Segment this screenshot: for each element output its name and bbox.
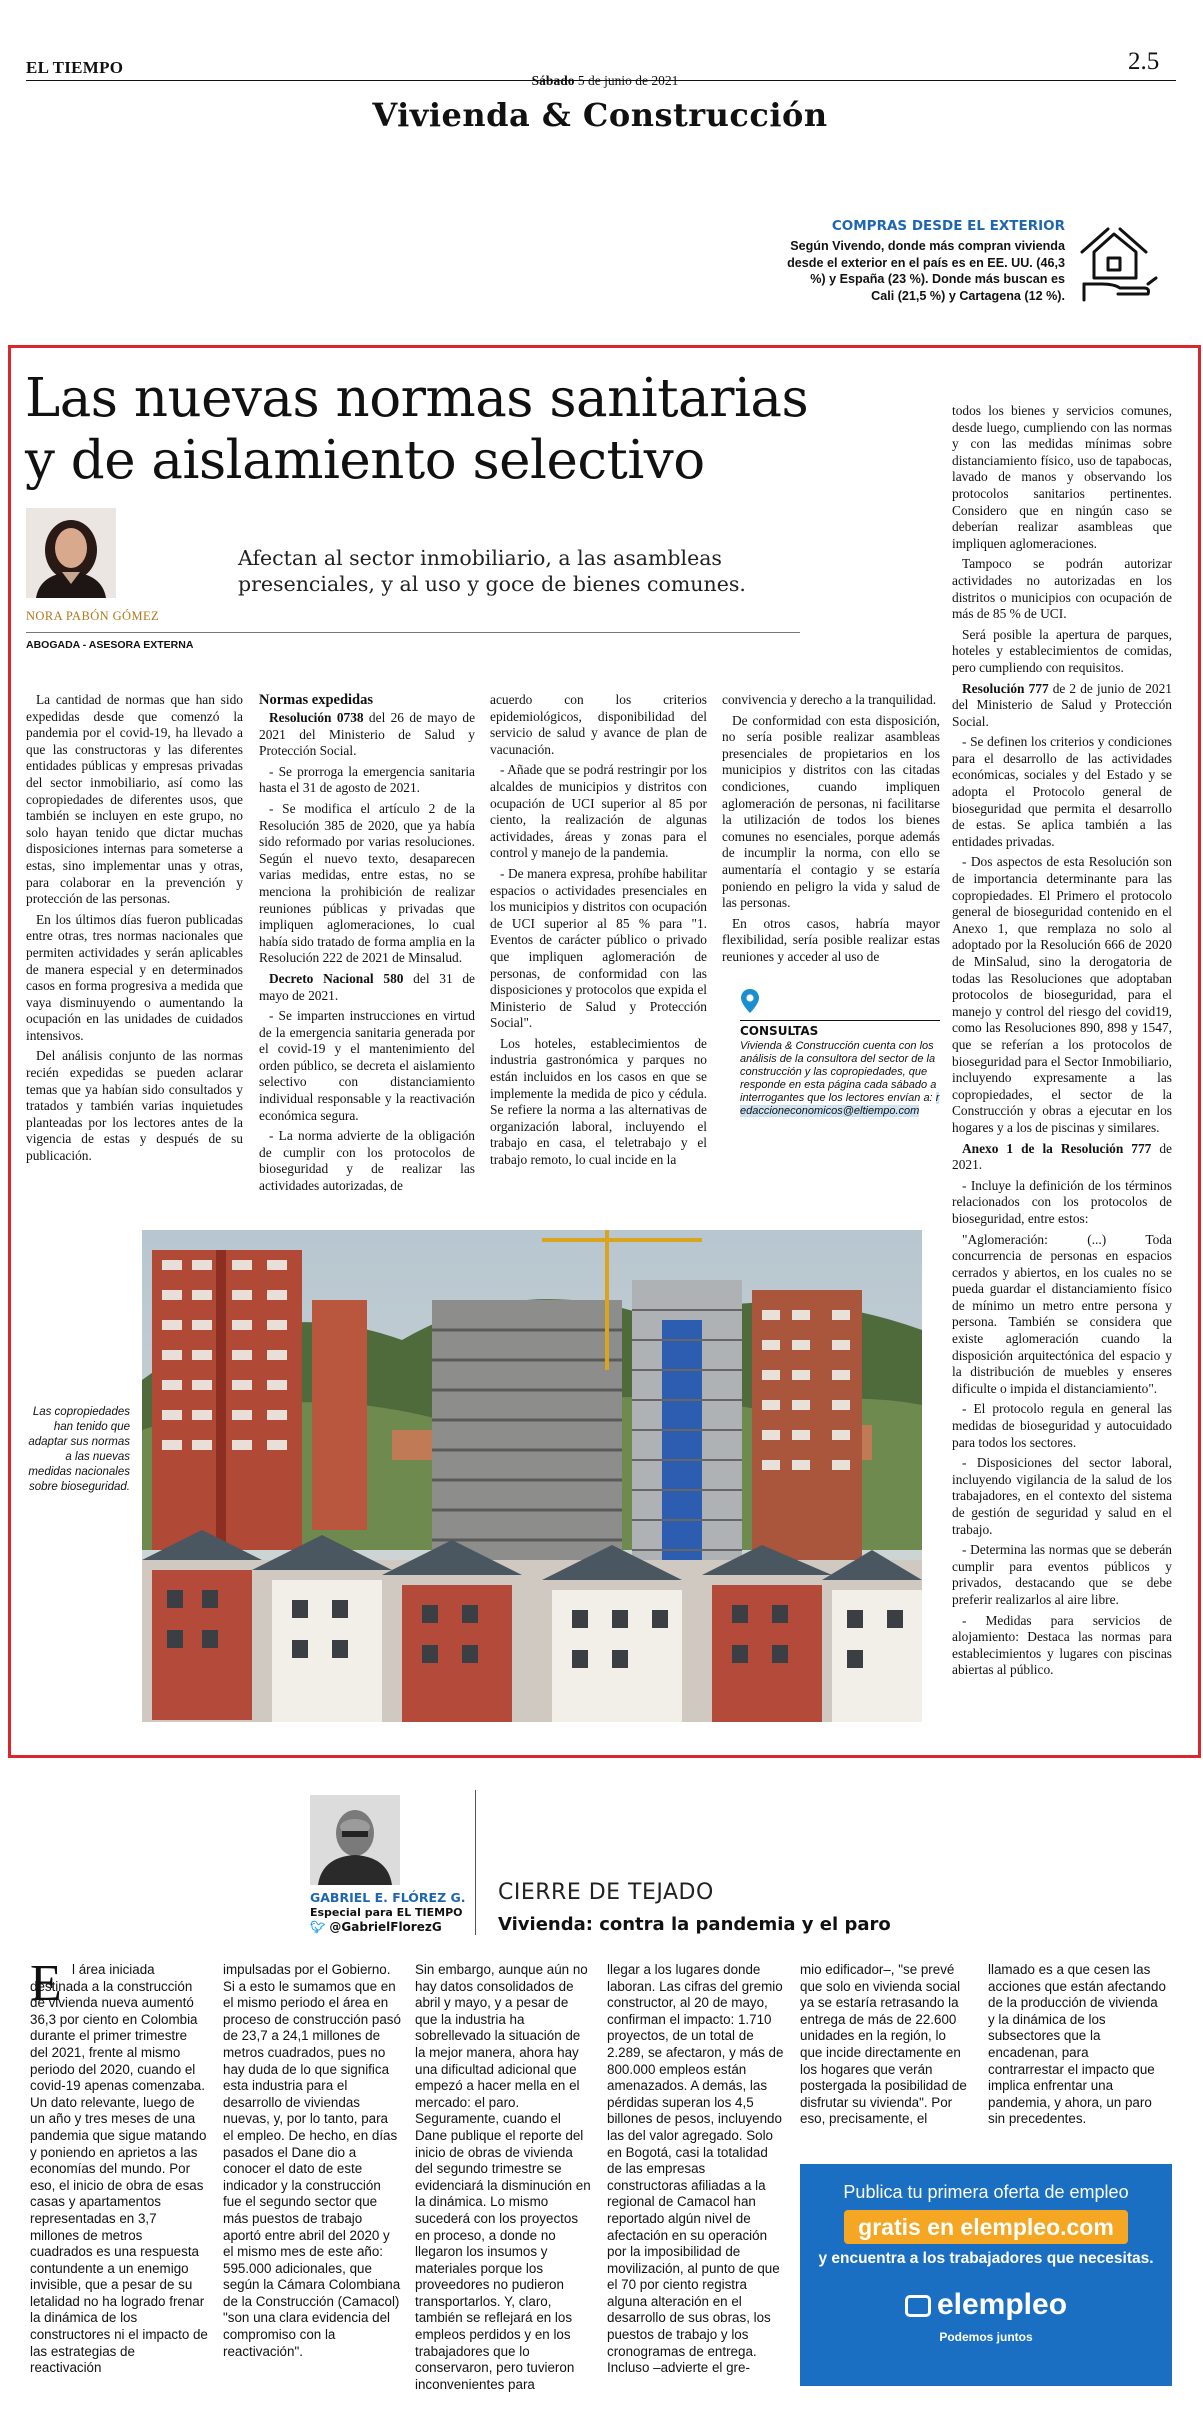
- column-text-3: [415, 1962, 593, 2402]
- paragraph: - El protocolo regula en general las medidas de bioseguridad y autocuidado para todos los sectores.: [952, 1401, 1172, 1450]
- article-column-4: [722, 692, 940, 992]
- paragraph: llegar a los lugares donde laboran. Las cifras del gremio constructor, al 20 de mayo, confirman el impacto: 1.710 proyectos, de un total de 2.289, se afectaron, y más de 800.000 empleos están amenazados. A demás, las pérdidas superan los 4,5 billones de pesos, incluyendo las del valor agregado. Solo en Bogotá, casi la totalidad de las empresas constructoras afiliadas a la regional de Camacol han reportado algún nivel de afectación en su operación por la imposibilidad de movilización, al punto de que el 70 por ciento registra alguna alteración en el desarrollo de sus obras, los puestos de trabajo y los cronogramas de entrega. Incluso –advierte el gre-: [607, 1962, 784, 2376]
- paragraph: llamado es a que cesen las acciones que están afectando de la producción de vivienda y la dinámica de los subsectores que la encadenan, para contrarrestar el impacto que implica enfrentar una pandemia, y ahora, un paro sin precedentes.: [988, 1962, 1166, 2127]
- brand-logo: EL TIEMPO: [26, 58, 124, 77]
- date-day: Sábado: [531, 73, 575, 88]
- page-number: 2.5: [1128, 48, 1160, 75]
- paragraph: Será posible la apertura de parques, hoteles y establecimientos de comidas, pero cumpliendo con requisitos.: [952, 626, 1172, 675]
- paragraph: impulsadas por el Gobierno. Si a esto le sumamos que en el mismo periodo el área en proceso de construcción pasó de 23,7 a 24,1 millones de metros cuadrados, pues no hay duda de lo que significa esta industria para el desarrollo de viviendas nuevas, y, por lo tanto, para el empleo. De hecho, en días pasados el Dane dio a conocer el dato de este indicador y la construcción fue el segundo sector que más puestos de trabajo aportó entre abril del 2020 y el mismo mes de este año: 595.000 adicionales, que según la Cámara Colombiana de la Construcción (Camacol) "son una clara evidencia del compromiso con la reactivación".: [223, 1962, 401, 2359]
- ad-line-1: Publica tu primera oferta de empleo: [843, 2182, 1129, 2202]
- paragraph: En los últimos días fueron publicadas entre otras, tres normas nacionales que permiten actividades y serán aplicables de manera especial y en determinados casos en forma progresiva a medida que vaya disminuyendo o aumentando la ocupación en las unidades de cuidados intensivos.: [26, 911, 243, 1043]
- column-section: CIERRE DE TEJADO: [498, 1880, 714, 1905]
- column-text-2: [223, 1962, 401, 2402]
- paragraph: convivencia y derecho a la tranquilidad.: [722, 692, 937, 707]
- dropcap: E: [30, 1955, 62, 2012]
- paragraph: Decreto Nacional 580 del 31 de mayo de 2021.: [259, 970, 475, 1003]
- infobox-text: Según Vivendo, donde más compran vivienda desde el exterior en el país es en EE. UU. (46,3 %) y España (23 %). Donde más buscan es Cali (21,5 %) y Cartagena (12 %).: [787, 239, 1065, 303]
- author-photo: [26, 508, 116, 598]
- infobox-title: COMPRAS DESDE EL EXTERIOR: [831, 218, 1065, 234]
- paragraph: acuerdo con los criterios epidemiológicos, disponibilidad del servicio de salud y avance de plan de vacunación.: [490, 692, 707, 757]
- article-column-1: [26, 692, 243, 1212]
- paragraph: todos los bienes y servicios comunes, desde luego, cumpliendo con las normas y con las medidas mínimas sobre distanciamiento físico, uso de tapabocas, lavado de manos y observando los protocolos sanitarios pertinentes. Considero que en ningún caso se deberían realizar asambleas que impliquen aglomeraciones.: [952, 403, 1172, 551]
- ad-highlight: [844, 2210, 1128, 2244]
- paragraph: - La norma advierte de la obligación de cumplir con los protocolos de bioseguridad y de realizar las actividades autorizadas, de: [259, 1128, 475, 1194]
- paragraph: De conformidad con esta disposición, no sería posible realizar asambleas presenciales de propietarios en los municipios y distritos con las citadas condiciones, cuando impliquen aglomeración de personas, ni facilitarse la utilización de todos los bienes comunes no esenciales, porque además de incumplir la norma, con ello se aumentaría el contagio y se estaría poniendo en peligro la vida y salud de las personas.: [722, 712, 940, 911]
- consultas-email[interactable]: redaccioneconomicos@eltiempo.com: [740, 1092, 940, 1117]
- article-author-role: ABOGADA - ASESORA EXTERNA: [26, 639, 194, 651]
- paragraph: - Añade que se podrá restringir por los alcaldes de municipios y distritos con ocupación de UCI superior al 85 por ciento, la realización de algunas actividades, áreas y zonas para el control y manejo de la pandemia.: [490, 762, 707, 861]
- ad-line-2: y encuentra a los trabajadores que necesitas.: [818, 2250, 1154, 2267]
- paragraph: - Se prorroga la emergencia sanitaria hasta el 31 de agosto de 2021.: [259, 763, 475, 796]
- paragraph: - Incluye la definición de los términos relacionados con los protocolos de bioseguridad, entre estos:: [952, 1177, 1172, 1226]
- twitter-icon: 🐦︎: [310, 1920, 326, 1934]
- paragraph: - Se modifica el artículo 2 de la Resolución 385 de 2020, que ya había sido reformado por varias resoluciones. Según el nuevo texto, desaparecen varias medidas, entre estas, no se menciona la prohibición de realizar reuniones públicas y privadas que impliquen aglomeraciones, lo cual había sido tratado de forma amplia en la Resolución 222 de 2021 de Minsalud.: [259, 800, 475, 966]
- ad-logo: [800, 2288, 1172, 2322]
- house-in-hand-icon: [1080, 222, 1160, 302]
- paragraph: - Determina las normas que se deberán cumplir para eventos públicos y privados, destacando que se debe preferir realizarlos al aire libre.: [952, 1542, 1172, 1607]
- columnist-photo: [310, 1795, 400, 1885]
- article-subtitle: Afectan al sector inmobiliario, a las asambleas presenciales, y al uso y goce de bienes comunes.: [238, 546, 746, 596]
- paragraph: Del análisis conjunto de las normas recién expedidas se pueden aclarar temas que ya habían sido consultados y tratados y también varias inquietudes planteadas por los lectores antes de la vigencia de estas y después de su publicación.: [26, 1048, 243, 1164]
- column-title: Vivienda: contra la pandemia y el paro: [498, 1914, 891, 1935]
- consultas-rule: [740, 1020, 940, 1021]
- paragraph: l área iniciada destinada a la construcción de vivienda nueva aumentó 36,3 por ciento en Colombia durante el primer trimestre del 2021, frente al mismo periodo del 2020, cuando el covid-19 apenas comenzaba. Un dato relevante, luego de un año y tres meses de una pandemia que sigue matando y poniendo en aprietos a las economías del mundo. Por eso, el inicio de obra de esas casas y apartamentos representadas en 3,7 millones de metros cuadrados es una respuesta contundente a un enemigo invisible, que a pesar de su letalidad no ha logrado frenar la dinámica de los constructores ni el impacto de las estrategias de reactivación: [30, 1962, 208, 2376]
- paragraph: Resolución 777 de 2 de junio de 2021 del Ministerio de Salud y Protección Social.: [952, 680, 1172, 729]
- ad-tagline: Podemos juntos: [939, 2330, 1033, 2344]
- paragraph: Sin embargo, aunque aún no hay datos consolidados de abril y mayo, y a pesar de que la industria ha sobrellevado la situación de la mejor manera, ahora hay una dificultad adicional que empezó a hacer mella en el mercado: el paro. Seguramente, cuando el Dane publique el reporte del inicio de obras de vivienda del segundo trimestre se evidenciará la disminución en la dinámica. Lo mismo sucederá con los proyectos en proceso, a donde no llegaron los insumos y materiales porque los proveedores no pudieron transportarlos. Y, claro, también se reflejará en los empleos perdidos y en los trabajadores que lo conservaron, pero tuvieron inconvenientes para: [415, 1962, 591, 2392]
- article-photo: [142, 1230, 922, 1722]
- paragraph: mio edificador–, "se prevé que solo en vivienda social ya se estaría retrasando la entrega de más de 22.600 unidades en la región, lo que incide directamente en los hogares que verán postergada la posibilidad de disfrutar su vivienda". Por eso, precisamente, el: [800, 1962, 967, 2127]
- paragraph: - Medidas para servicios de alojamiento: Destaca las normas para establecimientos y lugares con piscinas abiertas al público.: [952, 1612, 1172, 1678]
- paragraph: - Dos aspectos de esta Resolución son de importancia determinante para las copropiedades. El Primero el protocolo general de bioseguridad contenido en el Anexo 1, que remplaza no solo al adoptado por la Resolución 666 de 2020 de MinSalud, sino la derogatoria de todas las Resoluciones que adoptaban protocolos de bioseguridad, para el manejo y control del riesgo del covid19, como las Resoluciones 890, 898 y 1547, que se referían a los protocolos de bioseguridad para el Sector Inmobiliario, incluyendo expresamente a las copropiedades, el sector de la Construcción y obras a ejecutar en los hogares y a los de piscinas y similares.: [952, 854, 1172, 1135]
- handle-text[interactable]: @GabrielFlorezG: [329, 1920, 442, 1934]
- briefcase-icon: [905, 2295, 931, 2317]
- article-column-3: [490, 692, 707, 1212]
- paragraph: En otros casos, habría mayor flexibilidad, sería posible realizar estas reuniones y acceder al uso de: [722, 915, 940, 964]
- ad-highlight-text: gratis en elempleo.com: [858, 2214, 1114, 2240]
- column-text-5: [800, 1962, 968, 2127]
- paragraph: - Disposiciones del sector laboral, incluyendo vigilancia de la salud de los trabajadores, en el contexto del sistema de gestión de seguridad y salud en el trabajo.: [952, 1455, 1172, 1537]
- paragraph: "Aglomeración: (...) Toda concurrencia de personas en espacios cerrados y abiertos, en los cuales no se pueda guardar el distanciamiento físico de mínimo un metro entre persona y persona. También se considera que existe aglomeración cuando la disposición arquitectónica del espacio y la distribución de muebles y enseres dificulte o impida el distanciamiento".: [952, 1231, 1172, 1396]
- paragraph: Tampoco se podrán autorizar actividades no autorizadas en los distritos o municipios con ocupación de más de 85 % de UCI.: [952, 556, 1172, 622]
- consultas-title: CONSULTAS: [740, 1024, 819, 1038]
- date-rest: 5 de junio de 2021: [577, 73, 679, 88]
- consultas-body: Vivienda & Construcción cuenta con los análisis de la consultora del sector de la construcción y las copropiedades, que responde en esta página cada sábado a interrogantes que los lectores envían a:: [740, 1040, 937, 1104]
- elempleo-ad[interactable]: [800, 2164, 1172, 2386]
- paragraph: - De manera expresa, prohíbe habilitar espacios o actividades presenciales en los municipios y distritos con ocupación de UCI superior al 85 % para "1. Eventos de carácter público o privado que impliquen aglomeración de personas, de conformidad con las disposiciones y protocolos que expida el Ministerio de Salud y Protección Social".: [490, 865, 707, 1031]
- column-divider: [475, 1790, 476, 1935]
- paragraph: - Se definen los criterios y condiciones para el desarrollo de las actividades económicas, sociales y del Estado y se adopta el Protocolo general de bioseguridad que permita el desarrollo de estas. Se aplica también a las entidades privadas.: [952, 734, 1172, 849]
- paragraph: La cantidad de normas que han sido expedidas desde que comenzó la pandemia por el covid-19, ha llevado a que las constructoras y las diferentes entidades públicas y empresas privadas del sector inmobiliario, así como las copropiedades de diferentes usos, que también se incluyen en este grupo, no solo hayan tenido que dictar muchas disposiciones internas para someterse a estas, sino implementar unas y otras, para colaborar en la prevención y protección de las personas.: [26, 692, 243, 907]
- paragraph: Resolución 0738 del 26 de mayo de 2021 del Ministerio de Salud y Protección Social.: [259, 710, 476, 759]
- column-text-1: [30, 1962, 208, 2402]
- section-title: Vivienda & Construcción: [372, 96, 828, 134]
- article-headline: Las nuevas normas sanitarias y de aislamiento selectivo: [25, 368, 809, 491]
- article-author-name: NORA PABÓN GÓMEZ: [26, 609, 160, 623]
- columnist-handle: [310, 1920, 442, 1934]
- columnist-role: Especial para EL TIEMPO: [310, 1906, 463, 1919]
- paragraph: Los hoteles, establecimientos de industria gastronómica y parques no están incluidos en los casos en que se implemente la medida de pico y cédula. Se refiere la norma a las alternativas de organización laboral, incluyendo el trabajo en casa, el teletrabajo y el trabajo remoto, lo cual incide en la: [490, 1035, 707, 1168]
- paragraph: Anexo 1 de la Resolución 777 de 2021.: [952, 1140, 1172, 1173]
- ad-logo-text: elempleo: [936, 2288, 1068, 2321]
- byline-rule: [26, 632, 800, 633]
- column-text-4: [607, 1962, 785, 2402]
- photo-caption: Las copropiedades han tenido que adaptar sus normas a las nuevas medidas nacionales sobre bioseguridad.: [28, 1406, 130, 1493]
- paragraph: - Se imparten instrucciones en virtud de la emergencia sanitaria generada por el covid-19 y el mantenimiento del orden público, se decreta el aislamiento selectivo con distanciamiento individual responsable y la reactivación económica segura.: [259, 1008, 475, 1123]
- article-column-5: [952, 403, 1172, 1725]
- subheading: Normas expedidas: [259, 692, 373, 708]
- columnist-name: GABRIEL E. FLÓREZ G.: [310, 1890, 466, 1905]
- column-text-6: [988, 1962, 1168, 2127]
- article-column-2: [259, 692, 475, 1212]
- date-line: [470, 73, 740, 89]
- consultas-text: [740, 1040, 940, 1118]
- location-pin-icon: [740, 988, 760, 1014]
